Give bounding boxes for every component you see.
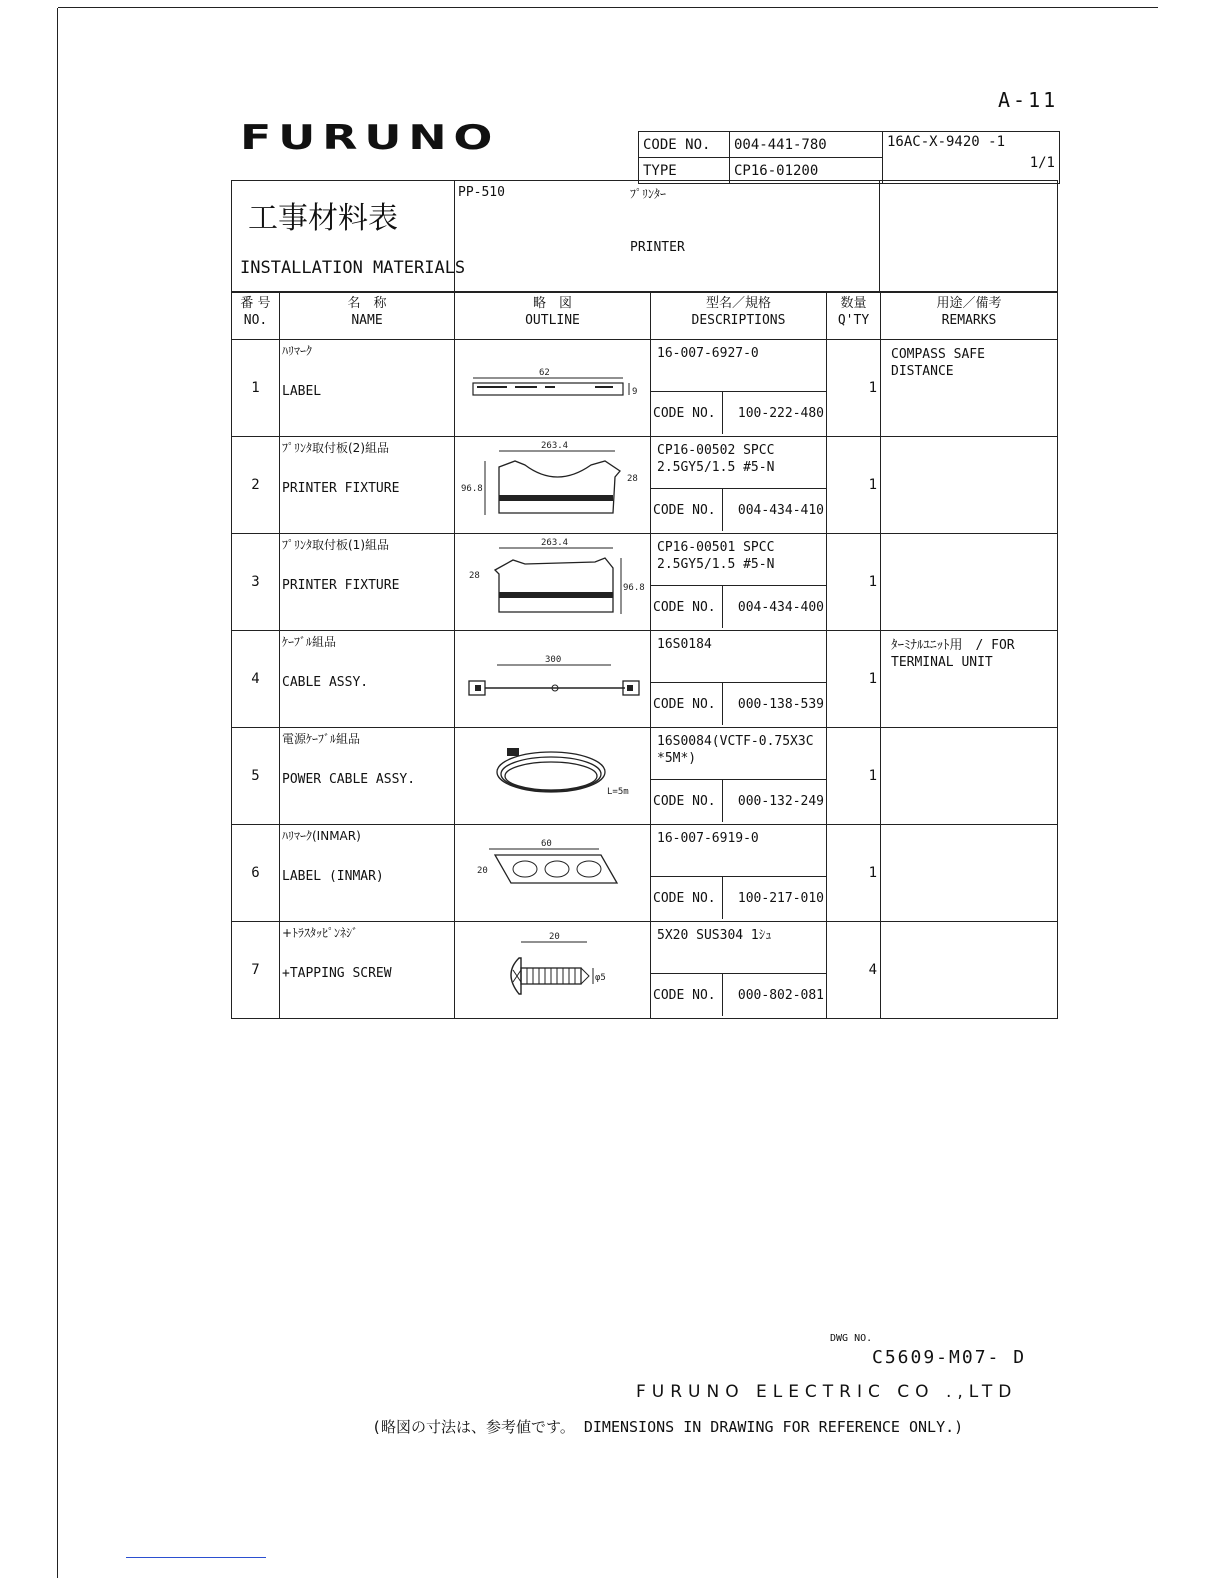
table-row — [232, 340, 1058, 437]
remarks-cell: COMPASS SAFE DISTANCE — [881, 340, 1058, 437]
name-cell — [280, 922, 455, 1019]
name-jp: +ﾄﾗｽﾀｯﾋﾟﾝﾈｼﾞ — [282, 926, 359, 940]
materials-table — [231, 291, 1058, 1019]
name-cell — [280, 631, 455, 728]
code-no-value: 004-441-780 — [730, 132, 883, 158]
name-jp: 電源ｹｰﾌﾞﾙ組品 — [282, 732, 361, 746]
remarks-cell — [881, 534, 1058, 631]
dim-62: 62 — [539, 368, 550, 378]
doc-number: 16AC-X-9420 -1 — [887, 134, 1006, 150]
desc-cell: 16S0084(VCTF-0.75X3C *5M*) CODE NO. 000-132-249 — [651, 728, 827, 825]
col-no: 番 号 NO. — [232, 292, 280, 340]
code-value: 004-434-400 — [737, 600, 824, 615]
inmar-label-drawing — [455, 825, 651, 920]
name-en: CABLE ASSY. — [282, 675, 369, 690]
remarks-cell — [881, 825, 1058, 922]
quantity: 1 — [827, 631, 881, 728]
row-number: 4 — [232, 631, 280, 728]
svg-text:20: 20 — [477, 866, 488, 876]
code-value: 004-434-410 — [737, 503, 824, 518]
desc-cell — [651, 825, 827, 922]
svg-text:L=5m: L=5m — [607, 787, 629, 797]
remarks-cell — [881, 922, 1058, 1019]
name-jp: ﾊﾘﾏｰｸ(INMAR) — [282, 829, 361, 843]
remarks-cell: ﾀｰﾐﾅﾙﾕﾆｯﾄ用 / FOR TERMINAL UNIT — [881, 631, 1058, 728]
name-en: LABEL (INMAR) — [282, 869, 384, 884]
name-en: PRINTER FIXTURE — [282, 578, 400, 593]
quantity: 1 — [827, 728, 881, 825]
row-number: 7 — [232, 922, 280, 1019]
code-label: CODE NO. — [651, 683, 723, 725]
col-remarks: 用途／備考 REMARKS — [881, 292, 1058, 340]
desc-cell: CP16-00502 SPCC 2.5GY5/1.5 #5-N CODE NO. 004-434-410 — [651, 437, 827, 534]
svg-text:300: 300 — [545, 655, 562, 665]
col-qty: 数量 Q'TY — [827, 292, 881, 340]
name-en: LABEL — [282, 384, 322, 399]
table-row — [232, 728, 1058, 825]
name-en: +TAPPING SCREW — [282, 966, 392, 981]
name-cell — [280, 534, 455, 631]
power-cable-drawing — [455, 728, 651, 823]
quantity: 1 — [827, 437, 881, 534]
quantity: 1 — [827, 340, 881, 437]
printer-fixture-2-drawing — [455, 437, 651, 532]
table-row — [232, 922, 1058, 1019]
remarks-cell — [881, 728, 1058, 825]
desc-cell — [651, 922, 827, 1019]
svg-text:263.4: 263.4 — [541, 538, 569, 548]
name-cell — [280, 825, 455, 922]
printer-fixture-1-drawing — [455, 534, 651, 629]
row-number: 2 — [232, 437, 280, 534]
dwg-number: C5609-M07- D — [872, 1347, 1027, 1368]
description: 16-007-6927-0 — [657, 346, 759, 361]
cable-assy-drawing — [455, 631, 651, 726]
code-label: CODE NO. — [651, 586, 723, 628]
company-name: FURUNO ELECTRIC CO .,LTD — [636, 1382, 1018, 1402]
code-value: 000-132-249 — [737, 794, 824, 809]
code-label: CODE NO. — [651, 489, 723, 531]
name-jp: ﾌﾟﾘﾝﾀ取付板(1)組品 — [282, 538, 389, 552]
description: CP16-00501 SPCC — [657, 540, 775, 555]
type-value: CP16-01200 — [730, 158, 883, 184]
top-border-line — [58, 7, 1158, 8]
code-value: 100-217-010 — [737, 891, 824, 906]
blue-underline — [126, 1557, 266, 1558]
dim-9: 9 — [632, 387, 638, 397]
name-cell — [280, 437, 455, 534]
quantity: 1 — [827, 825, 881, 922]
outline-cell — [455, 728, 651, 825]
code-value: 000-802-081 — [737, 988, 824, 1003]
description: 16S0184 — [657, 637, 712, 652]
product-en: PRINTER — [630, 240, 685, 255]
code-value: 100-222-480 — [737, 406, 824, 421]
title-japanese: 工事材料表 — [248, 201, 398, 236]
table-row — [232, 631, 1058, 728]
name-en: PRINTER FIXTURE — [282, 481, 400, 496]
desc-cell — [651, 340, 827, 437]
row-number: 1 — [232, 340, 280, 437]
name-en: POWER CABLE ASSY. — [282, 772, 416, 787]
product-jp: ﾌﾟﾘﾝﾀｰ — [630, 187, 667, 201]
svg-text:96.8: 96.8 — [461, 484, 483, 494]
doc-number-cell — [883, 132, 1060, 184]
code-label: CODE NO. — [651, 392, 723, 434]
model-name: PP-510 — [458, 185, 505, 200]
label-drawing — [455, 340, 651, 435]
svg-text:263.4: 263.4 — [541, 441, 569, 451]
title-english: INSTALLATION MATERIALS — [240, 258, 466, 278]
svg-text:60: 60 — [541, 839, 552, 849]
outline-cell — [455, 437, 651, 534]
quantity: 4 — [827, 922, 881, 1019]
code-label: CODE NO. — [651, 877, 723, 919]
outline-cell — [455, 825, 651, 922]
description: 16S0084(VCTF-0.75X3C — [657, 734, 814, 749]
desc-cell: CP16-00501 SPCC 2.5GY5/1.5 #5-N CODE NO. 004-434-400 — [651, 534, 827, 631]
type-label: TYPE — [639, 158, 730, 184]
tapping-screw-drawing — [455, 922, 651, 1017]
table-row — [232, 534, 1058, 631]
description: CP16-00502 SPCC — [657, 443, 775, 458]
col-descriptions: 型名／規格 DESCRIPTIONS — [651, 292, 827, 340]
description: 16-007-6919-0 — [657, 831, 759, 846]
table-row — [232, 825, 1058, 922]
desc-cell — [651, 631, 827, 728]
page-number: A-11 — [998, 88, 1059, 112]
table-row — [232, 437, 1058, 534]
col-name: 名 称 NAME — [280, 292, 455, 340]
title-divider-2 — [879, 180, 880, 291]
svg-text:20: 20 — [549, 932, 560, 942]
description: 5X20 SUS304 1ｼｭ — [657, 928, 772, 943]
outline-cell — [455, 631, 651, 728]
name-jp: ﾌﾟﾘﾝﾀ取付板(2)組品 — [282, 441, 389, 455]
svg-text:28: 28 — [627, 474, 638, 484]
dwg-label: DWG NO. — [830, 1333, 873, 1344]
row-number: 6 — [232, 825, 280, 922]
name-jp: ﾊﾘﾏｰｸ — [282, 344, 313, 358]
outline-cell — [455, 922, 651, 1019]
svg-text:96.8: 96.8 — [623, 583, 645, 593]
reference-note: (略図の寸法は、参考値です。 DIMENSIONS IN DRAWING FOR REFERENCE ONLY.) — [372, 1418, 964, 1436]
svg-text:φ5: φ5 — [595, 973, 606, 983]
name-cell — [280, 728, 455, 825]
code-value: 000-138-539 — [737, 697, 824, 712]
code-label: CODE NO. — [651, 780, 723, 822]
remarks-cell — [881, 437, 1058, 534]
left-border-line — [57, 8, 58, 1578]
row-number: 3 — [232, 534, 280, 631]
header-code-table — [638, 131, 1060, 184]
quantity: 1 — [827, 534, 881, 631]
col-outline: 略 図 OUTLINE — [455, 292, 651, 340]
column-header-row — [232, 292, 1058, 340]
svg-text:28: 28 — [469, 571, 480, 581]
code-label: CODE NO. — [651, 974, 723, 1016]
row-number: 5 — [232, 728, 280, 825]
furuno-logo: FURUNO — [240, 118, 500, 158]
code-no-label: CODE NO. — [639, 132, 730, 158]
sheet-number: 1/1 — [1029, 155, 1055, 171]
name-cell — [280, 340, 455, 437]
outline-cell — [455, 340, 651, 437]
name-jp: ｹｰﾌﾞﾙ組品 — [282, 635, 337, 649]
outline-cell — [455, 534, 651, 631]
